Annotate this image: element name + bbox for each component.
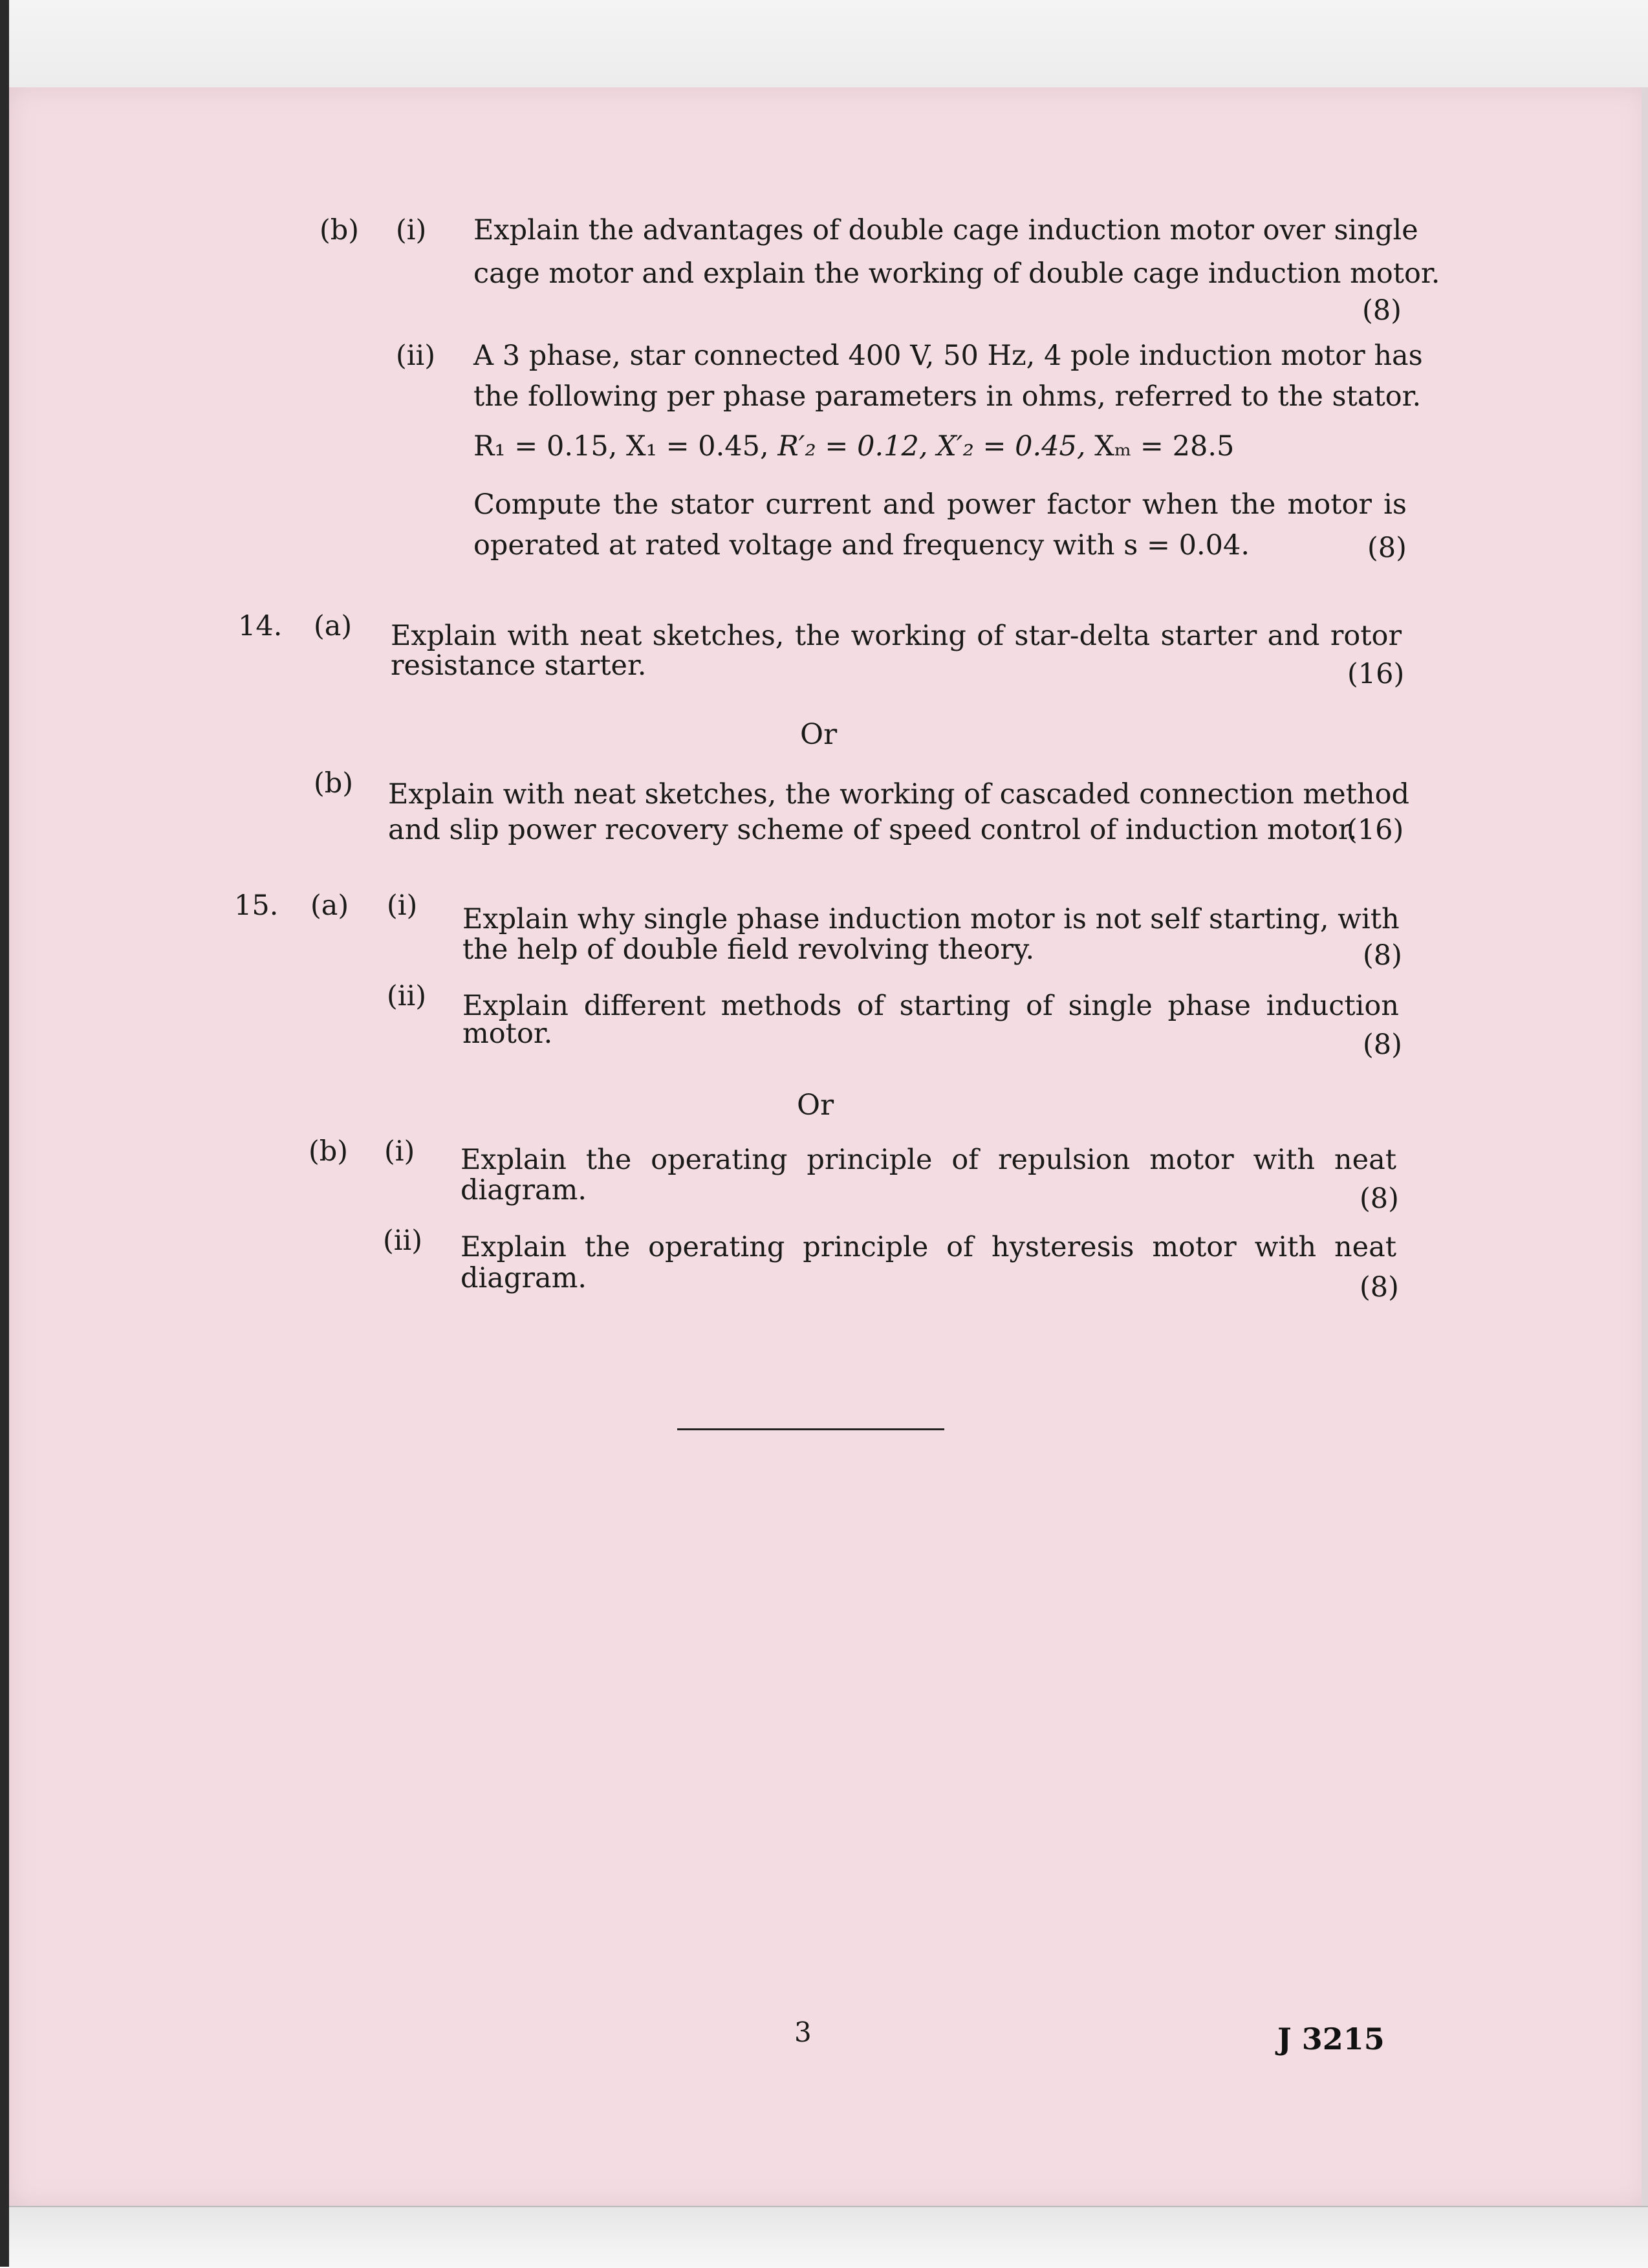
eq-r1-x1: R₁ = 0.15, X₁ = 0.45,	[473, 430, 778, 463]
eq-r2: R′₂ = 0.12,	[777, 430, 937, 463]
eq-x2: X′₂ = 0.45,	[937, 430, 1095, 463]
q15-number: 15.	[234, 889, 279, 922]
q15b-i-marks: (8)	[1360, 1183, 1399, 1215]
q14-number: 14.	[238, 610, 283, 642]
q14a-label: (a)	[314, 610, 352, 642]
q15a-i-num: (i)	[387, 889, 418, 922]
scan-bottom-margin	[9, 2206, 1648, 2268]
q15a-i-marks: (8)	[1363, 939, 1402, 972]
q14a-line1: Explain with neat sketches, the working of star-delta starter and rotor	[391, 620, 1402, 652]
q14b-marks: (16)	[1347, 814, 1404, 846]
q15a-ii-num: (ii)	[387, 980, 427, 1012]
q14b-line2: and slip power recovery scheme of speed control of induction motor.	[388, 814, 1358, 846]
q15a-i-line1: Explain why single phase induction motor is not self starting, with	[462, 903, 1400, 935]
q15b-ii-marks: (8)	[1360, 1271, 1399, 1303]
q15a-ii-marks: (8)	[1363, 1029, 1402, 1061]
q15a-ii-line1: Explain different methods of starting of single phase induction	[462, 990, 1399, 1022]
q14b-line1: Explain with neat sketches, the working of cascaded connection method	[388, 778, 1410, 811]
q13b-ii-equation	[473, 430, 1234, 463]
q14a-marks: (16)	[1347, 658, 1405, 690]
q15a-ii-line2: motor.	[462, 1018, 553, 1050]
q15b-ii-num: (ii)	[383, 1225, 423, 1257]
q13b-i-line2: cage motor and explain the working of double cage induction motor.	[473, 257, 1440, 290]
q15b-ii-line1: Explain the operating principle of hysteresis motor with neat	[461, 1231, 1396, 1263]
q15b-i-num: (i)	[384, 1135, 415, 1168]
scan-top-margin	[9, 0, 1648, 91]
q13b-label: (b)	[320, 214, 360, 246]
q13b-ii-line4: operated at rated voltage and frequency with s = 0.04.	[473, 529, 1250, 562]
q13b-i-line1: Explain the advantages of double cage induction motor over single	[473, 214, 1418, 246]
q14-or: Or	[800, 718, 838, 751]
q13b-i-marks: (8)	[1362, 294, 1402, 327]
q15b-ii-line2: diagram.	[461, 1262, 587, 1294]
scan-edge-left	[0, 0, 9, 2267]
q15b-i-line1: Explain the operating principle of repulsion motor with neat	[461, 1144, 1396, 1176]
end-rule	[677, 1428, 944, 1430]
paper-code: J 3215	[1277, 2022, 1385, 2056]
q13b-ii-line1: A 3 phase, star connected 400 V, 50 Hz, 4 pole induction motor has	[473, 340, 1423, 372]
scan-edge-right	[1642, 87, 1648, 2206]
q14b-label: (b)	[314, 767, 354, 800]
q15b-i-line2: diagram.	[461, 1174, 587, 1206]
eq-xm: Xₘ = 28.5	[1094, 430, 1235, 463]
q15b-label: (b)	[309, 1135, 349, 1168]
q13b-ii-marks: (8)	[1367, 532, 1407, 564]
q13b-ii-line2: the following per phase parameters in ohms, referred to the stator.	[473, 380, 1422, 413]
q15a-i-line2: the help of double field revolving theory.	[462, 933, 1035, 966]
page-number: 3	[794, 2016, 812, 2048]
q13b-ii-line3: Compute the stator current and power factor when the motor is	[473, 488, 1407, 521]
q15-or: Or	[797, 1089, 834, 1122]
q13b-ii-num: (ii)	[396, 340, 436, 372]
q14a-line2: resistance starter.	[391, 649, 647, 682]
q15a-label: (a)	[310, 889, 349, 922]
q13b-i-num: (i)	[396, 214, 427, 246]
